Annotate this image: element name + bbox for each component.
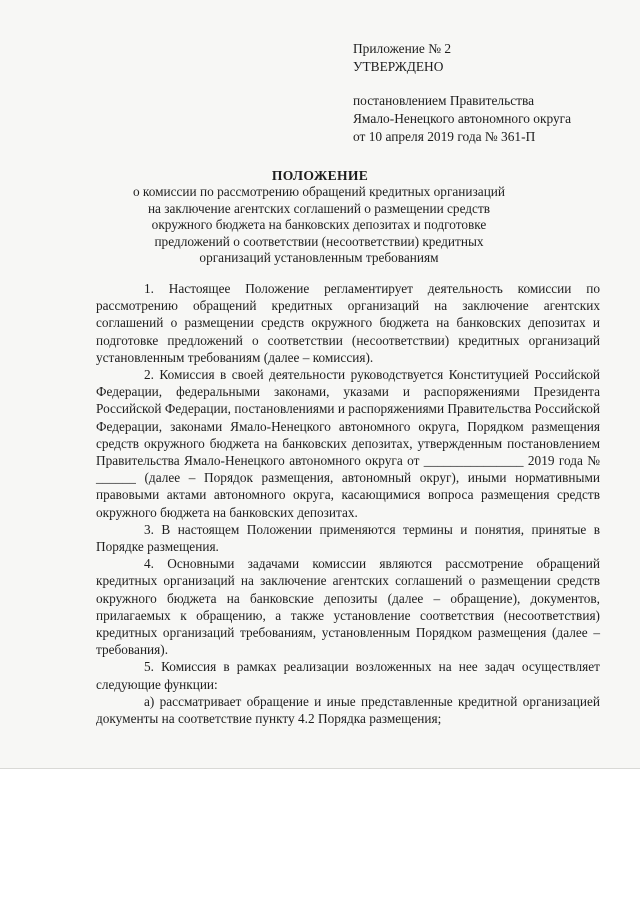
approved-stamp-text: УТВЕРЖДЕНО: [353, 59, 444, 74]
paragraph-2: 2. Комиссия в своей деятельности руководствуется Конституцией Российской Федерации, федеральными законами, указами и распоряжениями Президента Российской Федерации, постановлениями и распоряжениями Правительства Российской Федерации, законами Ямало-Ненецкого автономного округа, Порядком размещения средств окружного бюджета на банковских депозитах, утвержденным постановлением Правительства Ямало-Ненецкого автономного округа от _______________ 2019 года № ______ (далее – Порядок размещения, автономный округ), иными нормативными правовыми актами автономного округа, касающимися вопроса размещения средств окружного бюджета на банковских депозитах.: [96, 367, 600, 520]
document-subtitle: [112, 184, 526, 267]
subtitle-line: окружного бюджета на банковских депозитах и подготовке: [151, 217, 487, 233]
approval-block: [353, 40, 571, 146]
paragraph-3: 3. В настоящем Положении применяются термины и понятия, принятые в Порядке размещения.: [96, 521, 600, 555]
subtitle-line: на заключение агентских соглашений о размещении средств: [147, 200, 491, 216]
subtitle-line: организаций установленным требованиям: [199, 250, 439, 266]
paragraph-5: 5. Комиссия в рамках реализации возложенных на нее задач осуществляет следующие функции:: [96, 659, 600, 692]
document-title: ПОЛОЖЕНИЕ: [271, 168, 369, 183]
decree-line: постановлением Правительства: [353, 93, 535, 108]
decree-line: Ямало-Ненецкого автономного округа: [353, 111, 572, 126]
paragraph-4: 4. Основными задачами комиссии являются рассмотрение обращений кредитных организаций на заключение агентских соглашений о размещении средств окружного бюджета на банковские депозиты (далее – обращение), документов, прилагаемых к обращению, а также установление соответствия (несоответствия) кредитных организаций требованиям, установленным Порядком размещения (далее – требования).: [96, 556, 600, 658]
paragraph-1: 1. Настоящее Положение регламентирует деятельность комиссии по рассмотрению обращений кредитных организаций на заключение агентских соглашений о размещении средств окружного бюджета на банковских депозитах и подготовке предложений о соответствии (несоответствии) кредитных организаций установленным требованиям (далее – комиссия).: [96, 281, 600, 365]
paragraph-5a: а) рассматривает обращение и иные представленные кредитной организацией документы на соответствие пункту 4.2 Порядка размещения;: [96, 693, 600, 727]
subtitle-line: предложений о соответствии (несоответствии) кредитных: [154, 233, 484, 249]
decree-line: от 10 апреля 2019 года № 361-П: [353, 129, 536, 144]
subtitle-line: о комиссии по рассмотрению обращений кредитных организаций: [132, 184, 506, 199]
document-body: [96, 280, 600, 727]
appendix-label: Приложение № 2: [353, 41, 452, 56]
